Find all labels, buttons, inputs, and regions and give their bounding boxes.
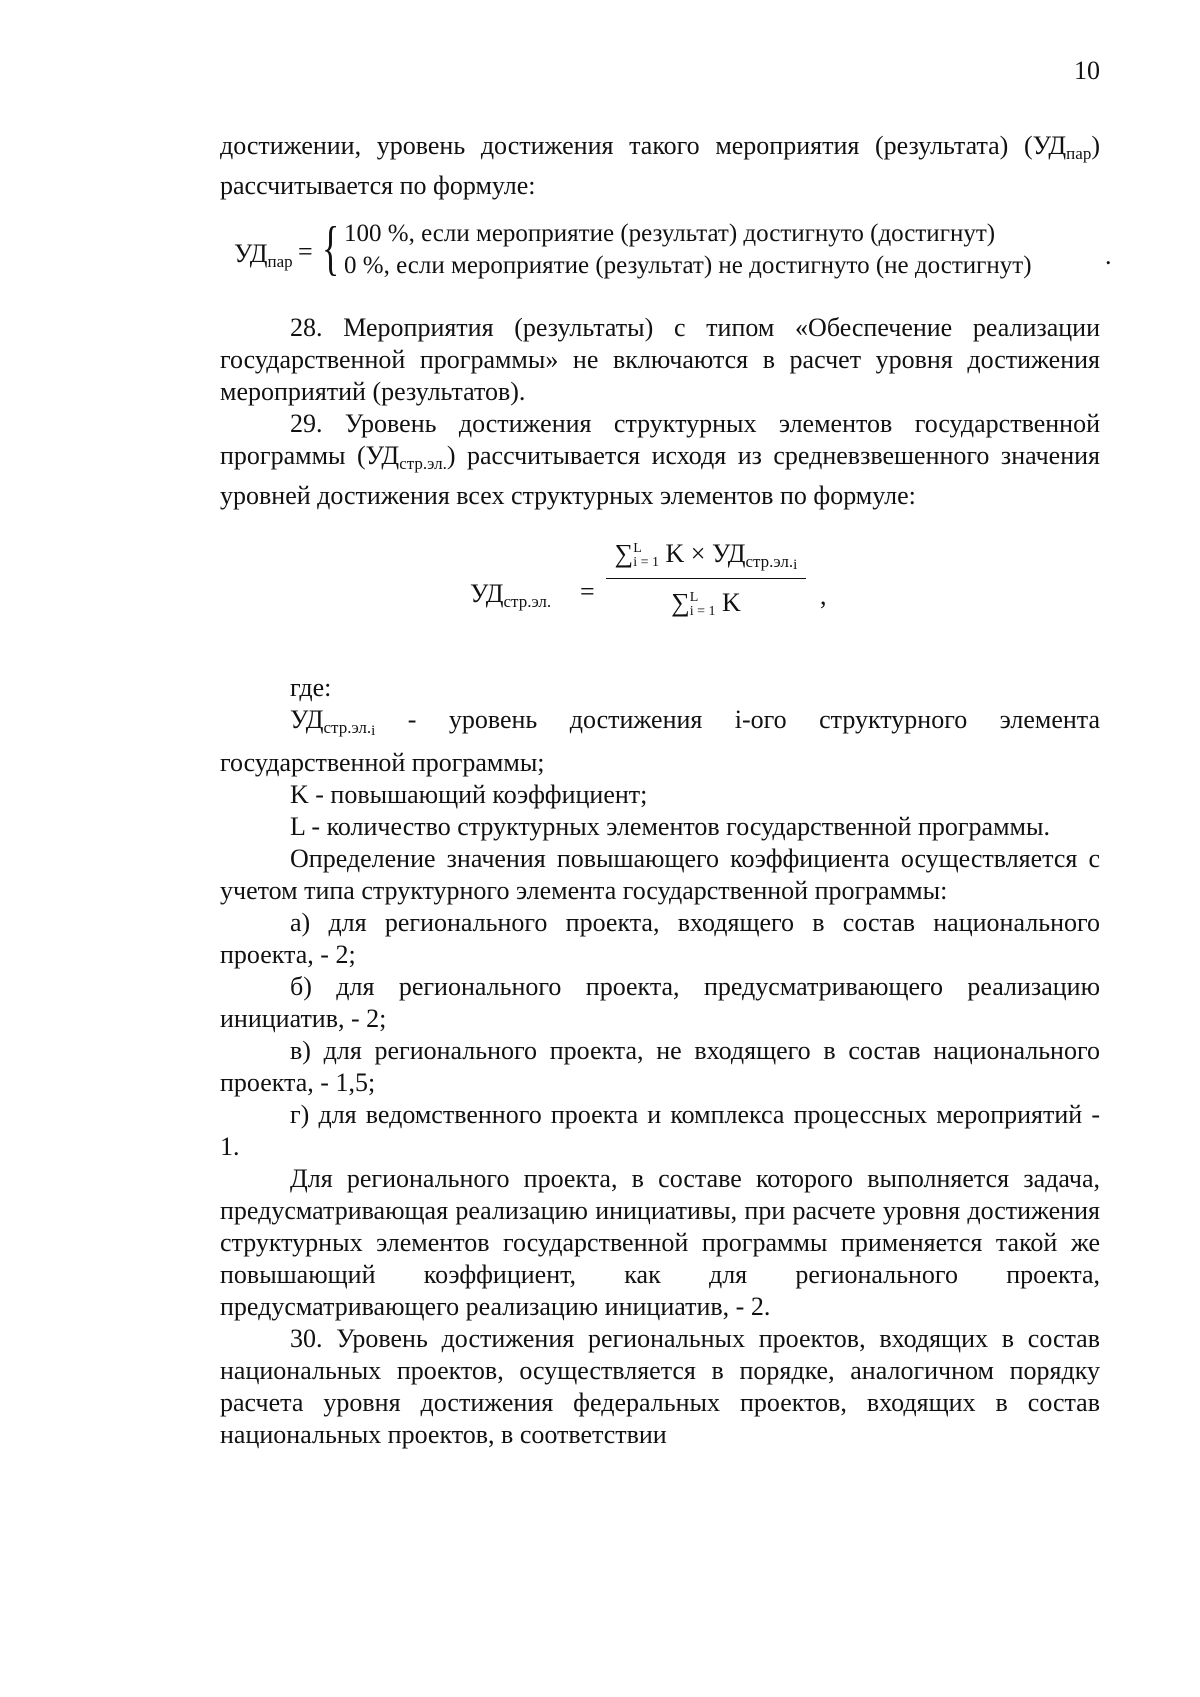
formula-equals: = <box>298 237 313 266</box>
formula-case-2: 0 %, если мероприятие (результат) не достигнуто (не достигнут) <box>344 252 1032 279</box>
formula-end: , <box>820 581 827 610</box>
formula-case-1: 100 %, если мероприятие (результат) достигнуто (достигнут) <box>344 220 996 247</box>
formula-cases <box>344 218 1032 282</box>
formula-fraction <box>606 534 806 623</box>
formula-lhs: $УД_{стр.эл.}$ <box>470 579 552 611</box>
paragraph-29: 29. Уровень достижения структурных элементов государственной программы $(УД_{стр.эл.})$ рассчитывается исходя из средневзвешенного значения уровней достижения всех структурных элементов по формуле: <box>220 409 1101 510</box>
paragraph-28: 28. Мероприятия (результаты) с типом «Обеспечение реализации государственной программы» не включаются в расчет уровня достижения мероприятий (результатов). <box>220 313 1100 406</box>
formula-equals: = <box>580 577 595 606</box>
page-number: 10 <box>1074 56 1100 85</box>
document-body <box>220 130 1112 1451</box>
fraction-denominator: ∑ L i = 1 K <box>671 588 741 620</box>
fraction-bar <box>606 578 806 579</box>
formula-end: . <box>1105 241 1112 270</box>
formula-lhs: $УД_{пар}$ <box>234 239 293 271</box>
list-item-d: г) для ведомственного проекта и комплекса процессных мероприятий - 1. <box>220 1100 1100 1161</box>
fraction-numerator: ∑ L i = 1 $K \times УД_{стр.эл.i}$ <box>614 539 798 573</box>
sum-icon: ∑ <box>671 588 690 617</box>
paragraph-30: 30. Уровень достижения региональных проектов, входящих в состав национальных проектов, осуществляется в порядке, аналогичном порядку расчета уровня достижения федеральных проектов, входящих в состав национальных проектов, в соответствии <box>220 1324 1100 1449</box>
sum-icon: ∑ <box>614 539 634 568</box>
definition-ud: $УД_{стр.эл.i}$ - уровень достижения i-ого структурного элемента государственной программы; <box>220 705 1100 777</box>
definition-k: K - повышающий коэффициент; <box>290 780 648 809</box>
list-item-a: а) для регионального проекта, входящего в состав национального проекта, - 2; <box>220 908 1100 969</box>
paragraph-intro: достижении, уровень достижения такого мероприятия (результата) $(УД_{пар})$ рассчитывается по формуле: <box>220 131 1100 200</box>
paragraph-coef-intro: Определение значения повышающего коэффициента осуществляется с учетом типа структурного элемента государственной программы: <box>220 844 1100 905</box>
list-item-c: в) для регионального проекта, не входящего в состав национального проекта, - 1,5; <box>220 1036 1100 1097</box>
formula-ud-str-el <box>220 534 1100 654</box>
where-label: где: <box>290 673 332 702</box>
brace-icon: { <box>322 215 340 281</box>
definition-l: L - количество структурных элементов государственной программы. <box>290 812 1050 841</box>
paragraph-regional: Для регионального проекта, в составе которого выполняется задача, предусматривающая реализацию инициативы, при расчете уровня достижения структурных элементов государственной программы применяется такой же повышающий коэффициент, как для регионального проекта, предусматривающего реализацию инициатив, - 2. <box>220 1164 1100 1321</box>
list-item-b: б) для регионального проекта, предусматривающего реализацию инициатив, - 2; <box>220 972 1100 1033</box>
formula-ud-par <box>220 215 1112 288</box>
